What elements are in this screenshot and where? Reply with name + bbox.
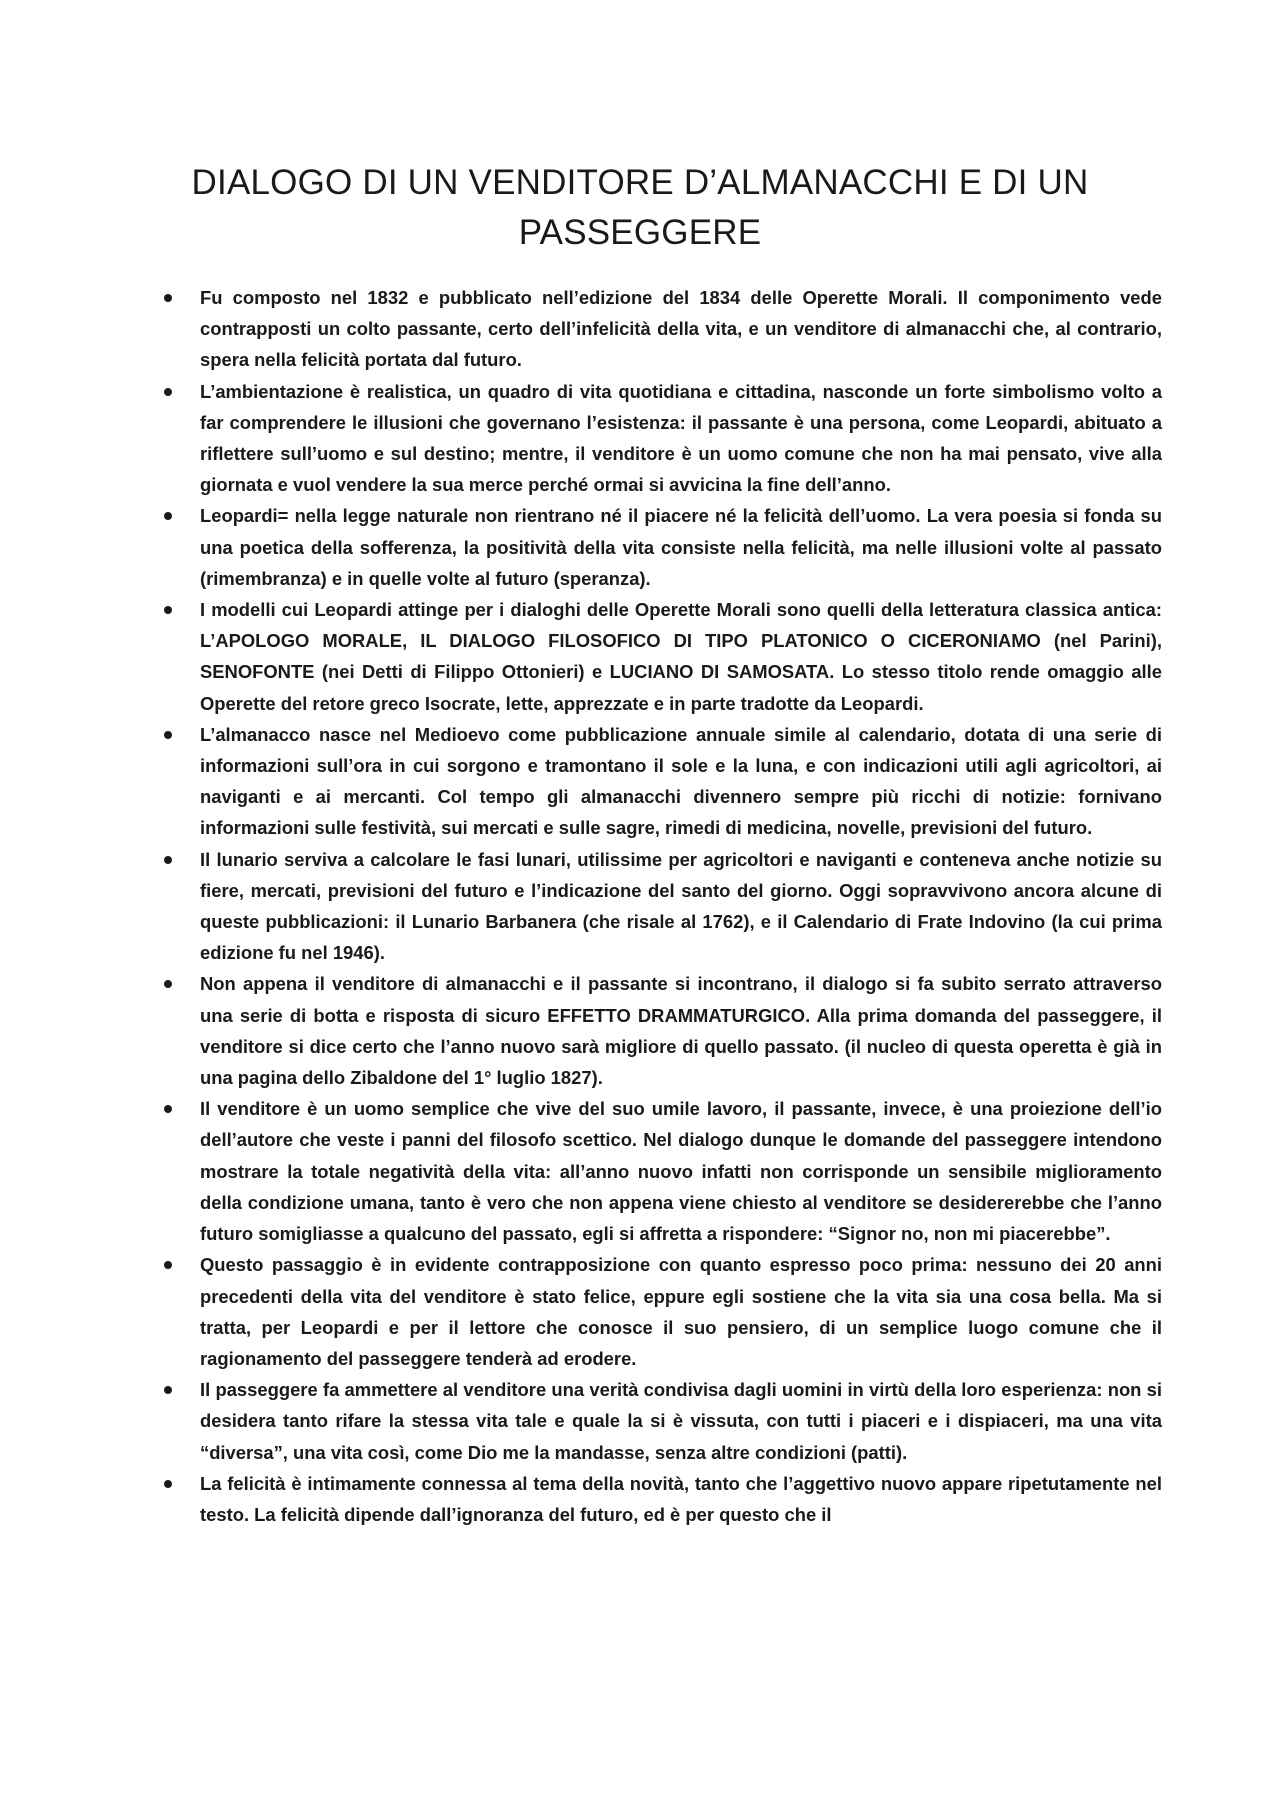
bullet-text: L’ambientazione è realistica, un quadro di vita quotidiana e cittadina, nasconde un forte simbolismo volto a far comprendere le illusioni che governano l’esistenza: il passante è una persona, come Leopardi, abituato a riflettere sull’uomo e sul destino; mentre, il venditore è un uomo comune che non ha mai pensato, vive alla giornata e vuol vendere la sua merce perché ormai si avvicina la fine dell’anno. xyxy=(200,380,1162,496)
bullet-item xyxy=(200,719,1162,844)
bullet-icon xyxy=(164,731,172,739)
bullet-icon xyxy=(164,512,172,520)
bullet-item xyxy=(200,1093,1162,1249)
bullet-item xyxy=(200,968,1162,1093)
bullet-text: L’almanacco nasce nel Medioevo come pubblicazione annuale simile al calendario, dotata di una serie di informazioni sull’ora in cui sorgono e tramontano il sole e la luna, e con indicazioni utili agli agricoltori, ai naviganti e ai mercanti. Col tempo gli almanacchi divennero sempre più ricchi di notizie: fornivano informazioni sulle festività, sui mercati e sulle sagre, rimedi di medicina, novelle, previsioni del futuro. xyxy=(200,723,1162,839)
bullet-item xyxy=(200,500,1162,594)
bullet-item xyxy=(200,1468,1162,1530)
bullet-item xyxy=(200,1249,1162,1374)
bullet-text: Leopardi= nella legge naturale non rientrano né il piacere né la felicità dell’uomo. La vera poesia si fonda su una poetica della sofferenza, la positività della vita consiste nella felicità, ma nelle illusioni volte al passato (rimembranza) e in quelle volte al futuro (speranza). xyxy=(200,505,1162,589)
bullet-text: Il venditore è un uomo semplice che vive del suo umile lavoro, il passante, invece, è una proiezione dell’io dell’autore che veste i panni del filosofo scettico. Nel dialogo dunque le domande del passeggere intendono mostrare la totale negatività della vita: all’anno nuovo infatti non corrisponde un sensibile miglioramento della condizione umana, tanto è vero che non appena viene chiesto al venditore se desidererebbe che l’anno futuro somigliasse a qualcuno del passato, egli si affretta a rispondere: “Signor no, non mi piacerebbe”. xyxy=(200,1098,1162,1245)
bullet-icon xyxy=(164,1105,172,1113)
bullet-icon xyxy=(164,1261,172,1269)
bullet-text: Fu composto nel 1832 e pubblicato nell’edizione del 1834 delle Operette Morali. Il componimento vede contrapposti un colto passante, certo dell’infelicità della vita, e un venditore di almanacchi che, al contrario, spera nella felicità portata dal futuro. xyxy=(200,287,1162,371)
bullet-text: Non appena il venditore di almanacchi e il passante si incontrano, il dialogo si fa subito serrato attraverso una serie di botta e risposta di sicuro EFFETTO DRAMMATURGICO. Alla prima domanda del passeggere, il venditore si dice certo che l’anno nuovo sarà migliore di quello passato. (il nucleo di questa operetta è già in una pagina dello Zibaldone del 1° luglio 1827). xyxy=(200,973,1162,1089)
bullet-icon xyxy=(164,388,172,396)
bullet-text: Questo passaggio è in evidente contrapposizione con quanto espresso poco prima: nessuno dei 20 anni precedenti della vita del venditore è stato felice, eppure egli sostiene che la vita sia una cosa bella. Ma si tratta, per Leopardi e per il lettore che conosce il suo pensiero, di un semplice luogo comune che il ragionamento del passeggere tenderà ad erodere. xyxy=(200,1254,1162,1369)
bullet-icon xyxy=(164,294,172,302)
bullet-list xyxy=(200,282,1162,1530)
bullet-item xyxy=(200,376,1162,501)
bullet-text: La felicità è intimamente connessa al tema della novità, tanto che l’aggettivo nuovo appare ripetutamente nel testo. La felicità dipende dall’ignoranza del futuro, ed è per questo che il xyxy=(200,1472,1162,1525)
bullet-text: Il passeggere fa ammettere al venditore una verità condivisa dagli uomini in virtù della loro esperienza: non si desidera tanto rifare la stessa vita tale e quale la si è vissuta, con tutti i piaceri e i dispiaceri, ma una vita “diversa”, una vita così, come Dio me la mandasse, senza altre condizioni (patti). xyxy=(200,1379,1162,1463)
bullet-icon xyxy=(164,980,172,988)
document-title: DIALOGO DI UN VENDITORE D’ALMANACCHI E DI UN PASSEGGERE xyxy=(191,163,1089,252)
bullet-item xyxy=(200,844,1162,969)
bullet-icon xyxy=(164,606,172,614)
bullet-item xyxy=(200,594,1162,719)
bullet-icon xyxy=(164,1386,172,1394)
bullet-icon xyxy=(164,1480,172,1488)
bullet-text: Il lunario serviva a calcolare le fasi lunari, utilissime per agricoltori e naviganti e conteneva anche notizie su fiere, mercati, previsioni del futuro e l’indicazione del santo del giorno. Oggi sopravvivono ancora alcune di queste pubblicazioni: il Lunario Barbanera (che risale al 1762), e il Calendario di Frate Indovino (la cui prima edizione fu nel 1946). xyxy=(200,848,1162,964)
bullet-text: I modelli cui Leopardi attinge per i dialoghi delle Operette Morali sono quelli della letteratura classica antica: L’APOLOGO MORALE, IL DIALOGO FILOSOFICO DI TIPO PLATONICO O CICERONIAMO (nel Parini), SENOFONTE (nei Detti di Filippo Ottonieri) e LUCIANO DI SAMOSATA. Lo stesso titolo rende omaggio alle Operette del retore greco Isocrate, lette, apprezzate e in parte tradotte da Leopardi. xyxy=(200,599,1162,714)
bullet-item xyxy=(200,1374,1162,1468)
bullet-item xyxy=(200,282,1162,376)
bullet-icon xyxy=(164,856,172,864)
